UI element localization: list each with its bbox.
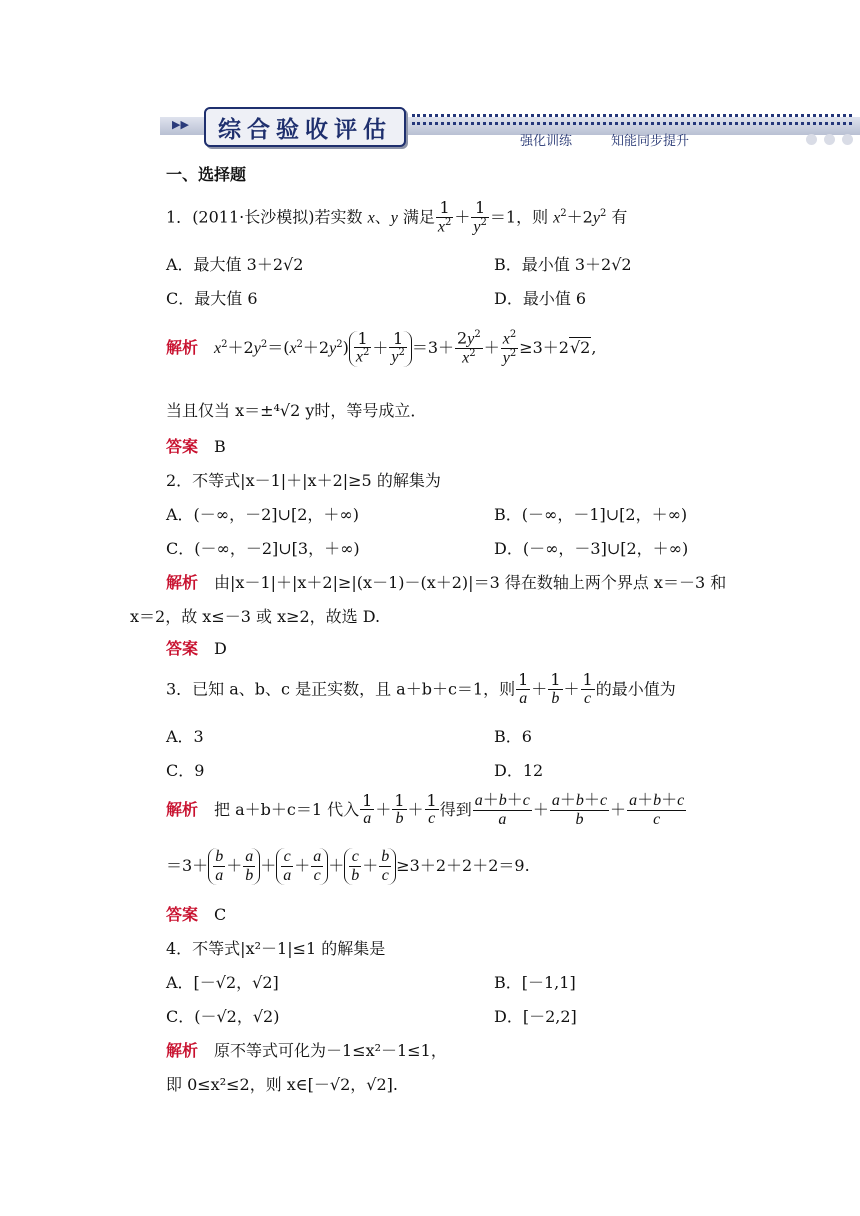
q2-analysis-line2: x＝2，故 x≤－3 或 x≥2，故选 D. bbox=[130, 607, 381, 626]
q3-option-d: D．12 bbox=[494, 761, 544, 780]
q2-option-a: A．(－∞，－2]∪[2，＋∞) bbox=[166, 505, 359, 524]
double-arrow-icon: ▶▶ bbox=[172, 118, 189, 131]
q4-option-b: B．[－1,1] bbox=[494, 973, 576, 992]
q1-option-c: C．最大值 6 bbox=[166, 289, 258, 308]
q1-source: (2011·长沙模拟) bbox=[192, 207, 315, 227]
q1-option-d: D．最小值 6 bbox=[494, 289, 587, 308]
q3-option-a: A．3 bbox=[166, 727, 204, 746]
q3-stem: 3．已知 a、b、c 是正实数，且 a＋b＋c＝1，则 $\frac{1}{a}$ ＋ $\frac{1}{b}$ ＋ $\frac{1}{c}$ 的最小值为 bbox=[166, 670, 676, 707]
q2-option-c: C．(－∞，－2]∪[3，＋∞) bbox=[166, 539, 360, 558]
q1-analysis-line2: 当且仅当 x＝±⁴√2 y时，等号成立． bbox=[166, 401, 427, 420]
q1-analysis: 解析 $x^2+2y^2=(x^2+2y^2)$ $\frac{1}{x^2}$ ＋ $\frac{1}{y^2}$ ＝3＋ $\frac{2y^2}{x^2}$ ＋ $\frac{x^2}{y^2}$ ≥3＋2√2, bbox=[166, 328, 597, 367]
q2-option-d: D．(－∞，－3]∪[2，＋∞) bbox=[494, 539, 689, 558]
q3-analysis-line2: ＝3＋ $\frac{b}{a}$ ＋ $\frac{a}{b}$ ＋ $\frac{c}{a}$ ＋ $\frac{a}{c}$ ＋ $\frac{c}{b}$ ＋ $\frac{b}{c}$ ≥3＋2＋2＋2＝9. bbox=[166, 848, 530, 884]
q3-analysis: 解析 把 a＋b＋c＝1 代入 $\frac{1}{a}$ ＋ $\frac{1}{b}$ ＋ $\frac{1}{c}$ 得到 $\frac{a+b+c}{a}$ ＋ $\frac{a+b+c}{b}$ ＋ $\frac{a+b+c}{c}$ bbox=[166, 790, 685, 828]
q1-stem: 1．(2011·长沙模拟)若实数 x、y 满足 $\frac{1}{x^2}$ ＋ $\frac{1}{y^2}$ ＝1，则 $x^2+2y^2$ 有 bbox=[166, 198, 628, 236]
q1-answer: 答案 B bbox=[166, 437, 226, 456]
header-banner bbox=[160, 104, 860, 150]
q3-option-b: B．6 bbox=[494, 727, 532, 746]
q3-option-c: C．9 bbox=[166, 761, 205, 780]
q4-option-a: A．[－√2，√2] bbox=[166, 973, 279, 992]
q1-option-a: A．最大值 3＋2√2 bbox=[166, 255, 304, 274]
q2-analysis: 解析 由|x－1|＋|x＋2|≥|(x－1)－(x＋2)|＝3 得在数轴上两个界点 x＝－3 和 bbox=[166, 573, 727, 592]
header-subtitle: 强化训练 知能同步提升 bbox=[520, 134, 690, 149]
q4-stem: 4．不等式|x²－1|≤1 的解集是 bbox=[166, 939, 386, 958]
q4-analysis: 解析 原不等式可化为－1≤x²－1≤1， bbox=[166, 1041, 447, 1060]
q2-answer: 答案 D bbox=[166, 639, 227, 658]
banner-dots bbox=[412, 122, 852, 125]
circle-icon bbox=[806, 134, 817, 145]
q4-analysis-line2: 即 0≤x²≤2，则 x∈[－√2，√2]. bbox=[166, 1075, 398, 1094]
circle-icon bbox=[824, 134, 835, 145]
q2-stem: 2．不等式|x－1|＋|x＋2|≥5 的解集为 bbox=[166, 471, 441, 490]
analysis-label: 解析 bbox=[166, 338, 199, 358]
q4-option-d: D．[－2,2] bbox=[494, 1007, 577, 1026]
q2-option-b: B．(－∞，－1]∪[2，＋∞) bbox=[494, 505, 688, 524]
section-title: 一、选择题 bbox=[166, 165, 247, 184]
q1-option-b: B．最小值 3＋2√2 bbox=[494, 255, 632, 274]
q4-option-c: C．(－√2，√2) bbox=[166, 1007, 280, 1026]
q3-answer: 答案 C bbox=[166, 905, 227, 924]
header-title-box bbox=[204, 107, 406, 147]
header-title: 综合验收评估 bbox=[218, 117, 392, 143]
banner-dots bbox=[412, 114, 852, 117]
circle-icon bbox=[842, 134, 853, 145]
